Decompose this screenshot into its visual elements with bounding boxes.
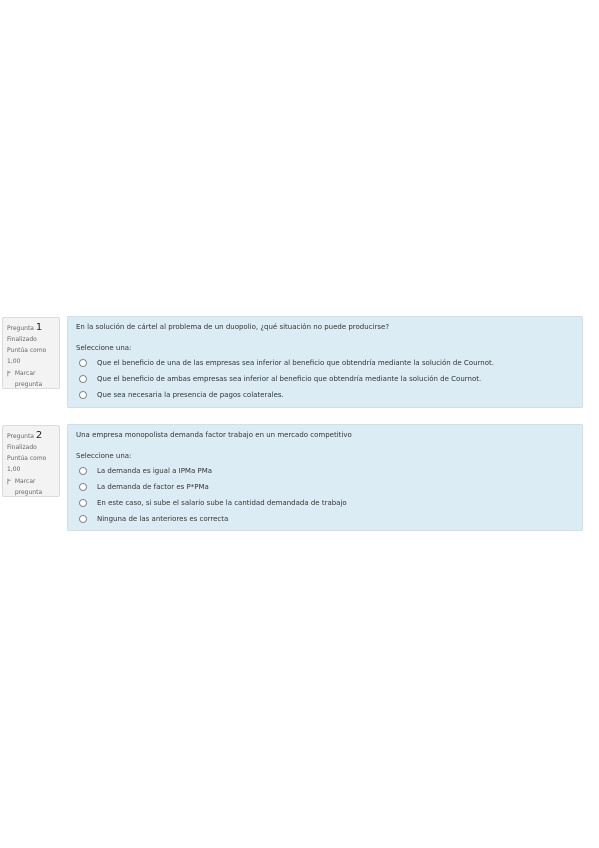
flag-question-label: Marcar pregunta bbox=[14, 370, 43, 388]
radio-button[interactable] bbox=[79, 359, 87, 367]
answer-label: Que el beneficio de ambas empresas sea inferior al beneficio que obtendría mediante la solución de Cournot. bbox=[97, 375, 482, 383]
question-number-line bbox=[7, 322, 55, 334]
answer-prompt: Seleccione una: bbox=[76, 344, 132, 352]
answer-label: Que sea necesaria la presencia de pagos colaterales. bbox=[97, 391, 284, 399]
answer-label: La demanda de factor es P*PMa bbox=[97, 483, 209, 491]
answer-option[interactable] bbox=[76, 463, 574, 479]
question-points: Puntúa como 1,00 bbox=[7, 347, 47, 365]
radio-button[interactable] bbox=[79, 375, 87, 383]
question-status: Finalizado bbox=[7, 336, 37, 343]
question-number-line bbox=[7, 430, 55, 442]
flag-question-link[interactable] bbox=[7, 476, 55, 498]
question-number: 2 bbox=[35, 430, 43, 441]
question-content bbox=[67, 424, 583, 531]
flag-question-link[interactable] bbox=[7, 368, 55, 390]
radio-button[interactable] bbox=[79, 483, 87, 491]
radio-button[interactable] bbox=[79, 467, 87, 475]
answer-option[interactable] bbox=[76, 387, 574, 403]
answer-label: La demanda es igual a IPMa PMa bbox=[97, 467, 213, 475]
answer-option[interactable] bbox=[76, 495, 574, 511]
flag-icon bbox=[7, 370, 12, 377]
question-number: 1 bbox=[35, 322, 43, 333]
radio-button[interactable] bbox=[79, 515, 87, 523]
answer-list bbox=[76, 355, 574, 403]
answer-option[interactable] bbox=[76, 479, 574, 495]
question-label: Pregunta bbox=[7, 433, 34, 440]
question-info bbox=[2, 317, 60, 389]
question-points: Puntúa como 1,00 bbox=[7, 455, 47, 473]
question-content bbox=[67, 316, 583, 408]
radio-button[interactable] bbox=[79, 499, 87, 507]
answer-option[interactable] bbox=[76, 511, 574, 527]
answer-label: En este caso, si sube el salario sube la cantidad demandada de trabajo bbox=[97, 499, 347, 507]
question-text: En la solución de cártel al problema de un duopolio, ¿qué situación no puede producirse? bbox=[76, 323, 390, 331]
answer-option[interactable] bbox=[76, 371, 574, 387]
question-text: Una empresa monopolista demanda factor trabajo en un mercado competitivo bbox=[76, 431, 352, 439]
answer-prompt: Seleccione una: bbox=[76, 452, 132, 460]
answer-option[interactable] bbox=[76, 355, 574, 371]
flag-icon bbox=[7, 478, 12, 485]
flag-question-label: Marcar pregunta bbox=[14, 478, 43, 496]
radio-button[interactable] bbox=[79, 391, 87, 399]
answer-label: Ninguna de las anteriores es correcta bbox=[97, 515, 229, 523]
question-label: Pregunta bbox=[7, 325, 34, 332]
question-info bbox=[2, 425, 60, 497]
question-status: Finalizado bbox=[7, 444, 37, 451]
answer-label: Que el beneficio de una de las empresas sea inferior al beneficio que obtendría mediante la solución de Cournot. bbox=[97, 359, 494, 367]
answer-list bbox=[76, 463, 574, 527]
